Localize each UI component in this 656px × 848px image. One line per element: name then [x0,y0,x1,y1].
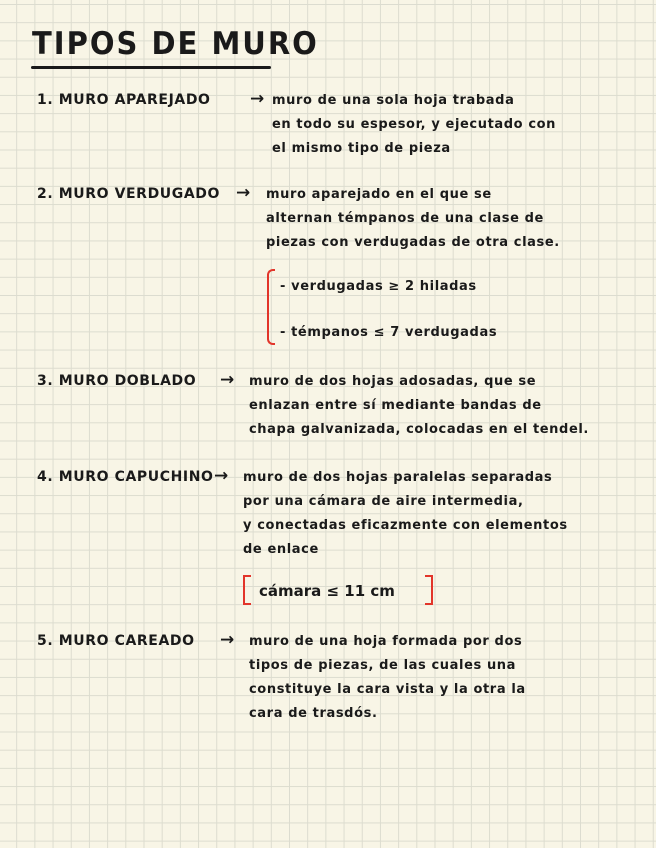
title-underline [31,66,271,69]
definition-line: cara de trasdós. [249,706,378,721]
camara-note [243,575,433,605]
definition-line: por una cámara de aire intermedia, [243,494,524,509]
arrow-icon: → [250,89,265,109]
definition-line: piezas con verdugadas de otra clase. [266,235,560,250]
bracket-right-icon [425,575,433,605]
definition-line: en todo su espesor, y ejecutado con [272,117,557,132]
definition-line: muro de una sola hoja trabada [272,93,515,108]
definition-line: de enlace [243,542,319,557]
condition-item: - témpanos ≤ 7 verdugadas [280,325,498,340]
definition [249,630,526,726]
brace-icon [267,269,275,345]
definition-line: chapa galvanizada, colocadas en el tendel. [249,422,589,437]
definition-line: muro de una hoja formada por dos [249,634,523,649]
arrow-icon: → [214,466,229,486]
definition [266,183,560,255]
term-label: 5. MURO CAREADO [37,633,195,649]
definition-line: muro aparejado en el que se [266,187,492,202]
arrow-icon: → [236,183,251,203]
term-label: 3. MURO DOBLADO [37,373,197,389]
definition [243,466,568,562]
definition-line: alternan témpanos de una clase de [266,211,544,226]
bracket-left-icon [243,575,251,605]
definition-line: tipos de piezas, de las cuales una [249,658,517,673]
condition-item: - verdugadas ≥ 2 hiladas [280,279,477,294]
definition-line: el mismo tipo de pieza [272,141,451,156]
definition-line: constituye la cara vista y la otra la [249,682,526,697]
verdugado-conditions [267,269,567,343]
definition-line: muro de dos hojas adosadas, que se [249,374,537,389]
arrow-icon: → [220,370,235,390]
term-label: 4. MURO CAPUCHINO [37,469,214,485]
definition [272,89,556,161]
definition [249,370,589,442]
definition-line: muro de dos hojas paralelas separadas [243,470,553,485]
page-title: TIPOS DE MURO [32,24,319,62]
term-label: 2. MURO VERDUGADO [37,186,221,202]
camara-note-text: cámara ≤ 11 cm [259,582,395,600]
definition-line: enlazan entre sí mediante bandas de [249,398,542,413]
arrow-icon: → [220,630,235,650]
definition-line: y conectadas eficazmente con elementos [243,518,568,533]
term-label: 1. MURO APAREJADO [37,92,211,108]
